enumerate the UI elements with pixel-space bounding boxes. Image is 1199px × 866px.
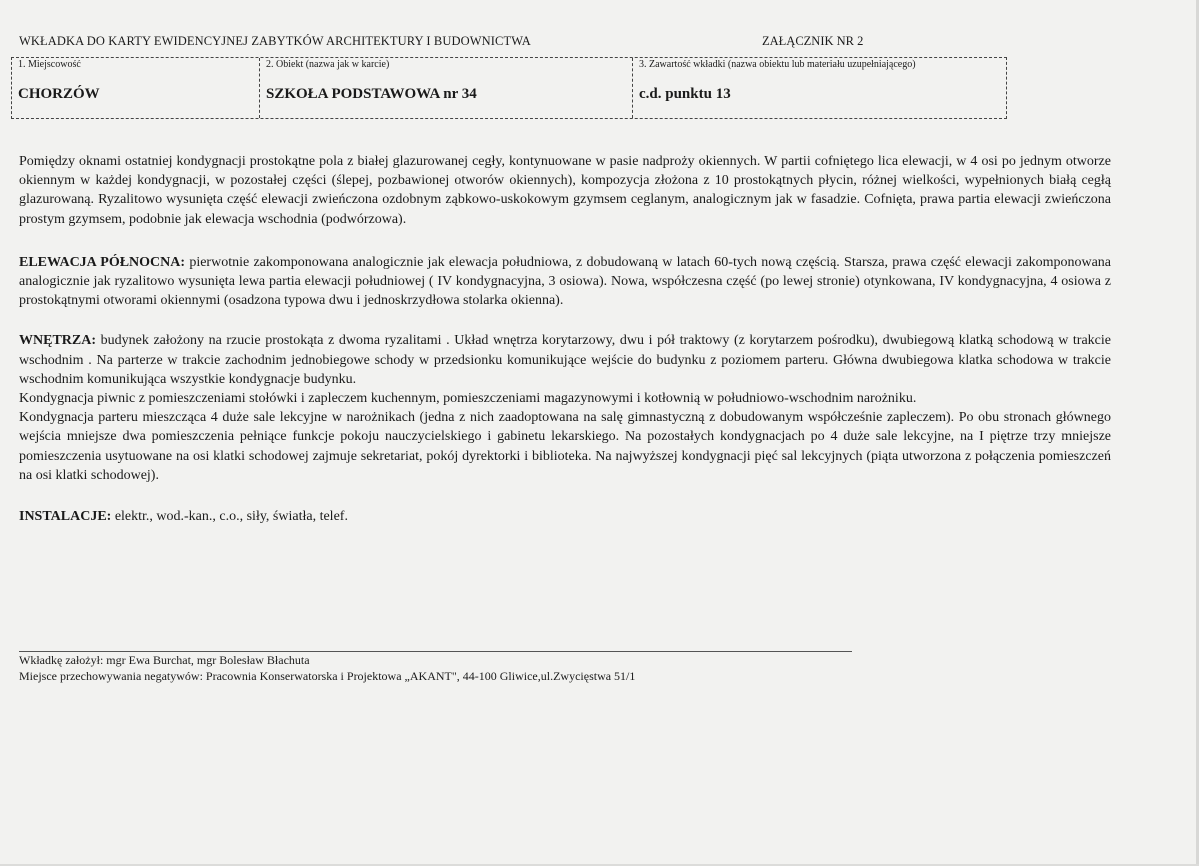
- paragraph-north-elevation: [19, 253, 1111, 311]
- paragraph-basement: Kondygnacja piwnic z pomieszczeniami stołówki i zapleczem kuchennym, pomieszczeniami magazynowymi i kotłownią w południowo-wschodnim narożniku.: [19, 391, 917, 407]
- heading-north-elevation: ELEWACJA PÓŁNOCNA:: [19, 254, 186, 270]
- field-locality-value: CHORZÓW: [18, 86, 100, 102]
- field-contents-label: 3. Zawartość wkładki (nazwa obiektu lub materiału uzupełniającego): [639, 59, 916, 70]
- text-installations: elektr., wod.-kan., c.o., siły, światła, telef.: [111, 509, 348, 525]
- footer-storage: Miejsce przechowywania negatywów: Pracownia Konserwatorska i Projektowa „AKANT", 44-100 Gliwice,ul.Zwycięstwa 51/1: [19, 669, 636, 683]
- heading-installations: INSTALACJE:: [19, 509, 112, 525]
- field-object: [259, 58, 632, 118]
- text-interiors: budynek założony na rzucie prostokąta z dwoma ryzalitami . Układ wnętrza korytarzowy, dwu i pół traktowy (z korytarzem pośrodku), dwubiegową klatką schodową w trakcie wschodnim . Na parterze w trakcie zachodnim jednobiegowe schody w przedsionku komunikujące wejście do budynku z poziomem parteru. Główna dwubiegowa klatka schodowa w trakcie wschodnim komunikująca wszystkie kondygnacje budynku.: [19, 333, 1111, 387]
- field-locality: [12, 58, 259, 118]
- heading-interiors: WNĘTRZA:: [19, 333, 97, 349]
- form-title: WKŁADKA DO KARTY EWIDENCYJNEJ ZABYTKÓW ARCHITEKTURY I BUDOWNICTWA: [19, 34, 531, 48]
- paragraph-ground-floor: Kondygnacja parteru mieszcząca 4 duże sale lekcyjne w narożnikach (jedna z nich zaadoptowana na salę gimnastyczną z dobudowanym współcześnie zapleczem). Po obu stronach głównego wejścia mniejsze dwa pomieszczenia pełniące funkcje pokoju nauczycielskiego i gabinetu lekarskiego. Na pozostałych kondygnacjach po 4 duże sale lekcyjne, na I piętrze trzy mniejsze pomieszczenia usytuowane na osi klatki schodowej zajmuje sekretariat, pokój dyrektorki i biblioteka. Na najwyższej kondygnacji pięć sal lekcyjnych (piąta utworzona z połączenia pomieszczeń na osi klatki schodowej).: [19, 410, 1111, 483]
- document-body: [19, 152, 1111, 526]
- annex-number: ZAŁĄCZNIK NR 2: [762, 34, 864, 48]
- paragraph-installations: [19, 507, 1111, 526]
- field-contents: [632, 58, 1006, 118]
- field-contents-value: c.d. punktu 13: [639, 86, 731, 102]
- field-locality-label: 1. Miejscowość: [18, 59, 81, 70]
- fields-box: [11, 57, 1007, 119]
- footer-divider: [19, 651, 852, 652]
- paragraph-elevation-continued: Pomiędzy oknami ostatniej kondygnacji prostokątne pola z białej glazurowanej cegły, kontynuowane w pasie nadproży okiennych. W partii cofniętego lica elewacji, w 4 osi po jednym otworze okiennym w każdej kondygnacji, w pozostałej części (ślepej, pozbawionej otworów okiennych), kompozycja złożona z 10 prostokątnych płycin, różnej wielkości, wypełnionych białą cegłą glazurowaną. Ryzalitowo wysunięta część elewacji zwieńczona ozdobnym ząbkowo-uskokowym gzymsem ceglanym, analogicznym jak w fasadzie. Cofnięta, prawa partia elewacji zwieńczona prostym gzymsem, podobnie jak elewacja wschodnia (podwórzowa).: [19, 154, 1111, 227]
- paragraph-interiors: [19, 331, 1111, 389]
- text-north-elevation: pierwotnie zakomponowana analogicznie jak elewacja południowa, z dobudowaną w latach 60-tych nową częścią. Starsza, prawa część elewacji zakomponowana analogicznie jak ryzalitowo wysunięta lewa partia elewacji południowej ( IV kondygnacyjna, 3 osiowa). Nowa, współczesna część (po lewej stronie) otynkowana, IV kondygnacyjna, 4 osiowa z prostokątnymi otworami okiennymi (osadzona typowa dwu i jednoskrzydłowa stolarka okienna).: [19, 254, 1111, 309]
- footer-authors: Wkładkę założył: mgr Ewa Burchat, mgr Bolesław Błachuta: [19, 653, 310, 667]
- field-object-label: 2. Obiekt (nazwa jak w karcie): [266, 59, 390, 70]
- field-object-value: SZKOŁA PODSTAWOWA nr 34: [266, 86, 477, 102]
